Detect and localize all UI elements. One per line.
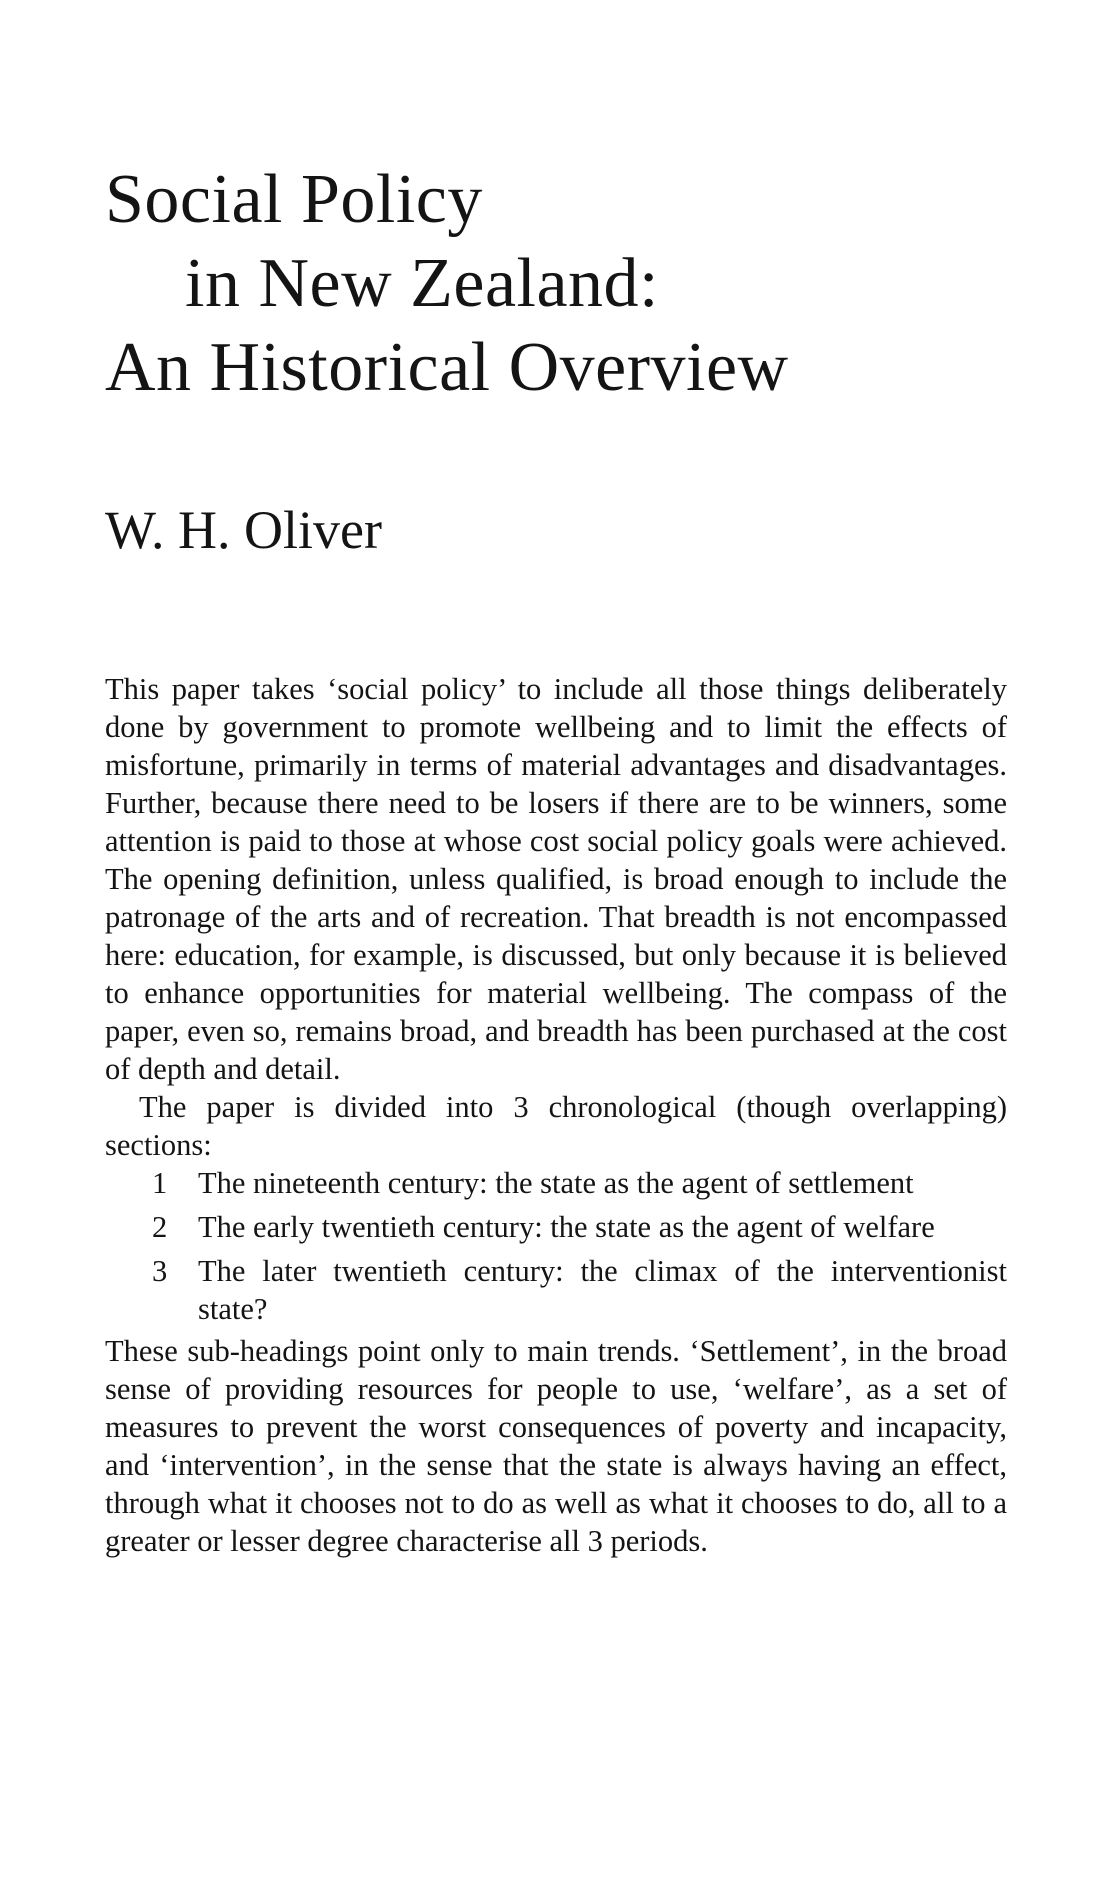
title-line-3: An Historical Overview: [105, 329, 789, 406]
article-body: [105, 670, 1007, 1560]
section-item: [105, 1252, 1007, 1328]
section-text: The later twentieth century: the climax of the interventionist state?: [198, 1254, 1007, 1326]
title-line-1: Social Policy: [105, 161, 483, 238]
closing-paragraph: These sub-headings point only to main trends. ‘Settlement’, in the broad sense of providing resources for people to use, ‘welfare’, as a set of measures to prevent the worst consequences of poverty and incapacity, and ‘intervention’, in the sense that the state is always having an effect, through what it chooses not to do as well as what it chooses to do, all to a greater or lesser degree characterise all 3 periods.: [105, 1334, 1007, 1558]
author-name: W. H. Oliver: [105, 500, 382, 560]
section-text: The nineteenth century: the state as the agent of settlement: [198, 1166, 914, 1200]
sections-list: [105, 1164, 1007, 1328]
section-text: The early twentieth century: the state as the agent of welfare: [198, 1210, 935, 1244]
section-number: 3: [152, 1254, 168, 1288]
sections-lead-paragraph: The paper is divided into 3 chronological (though overlapping) sections:: [105, 1090, 1007, 1162]
intro-paragraph: This paper takes ‘social policy’ to include all those things deliberately done by government to promote wellbeing and to limit the effects of misfortune, primarily in terms of material advantages and disadvantages. Further, because there need to be losers if there are to be winners, some attention is paid to those at whose cost social policy goals were achieved. The opening definition, unless qualified, is broad enough to include the patronage of the arts and of recreation. That breadth is not encompassed here: education, for example, is discussed, but only because it is believed to enhance opportunities for material wellbeing. The compass of the paper, even so, remains broad, and breadth has been purchased at the cost of depth and detail.: [105, 672, 1007, 1086]
section-item: [105, 1164, 1007, 1202]
section-number: 1: [152, 1166, 168, 1200]
section-number: 2: [152, 1210, 168, 1244]
article-title: [105, 158, 789, 410]
section-item: [105, 1208, 1007, 1246]
title-line-2: in New Zealand:: [185, 245, 659, 322]
